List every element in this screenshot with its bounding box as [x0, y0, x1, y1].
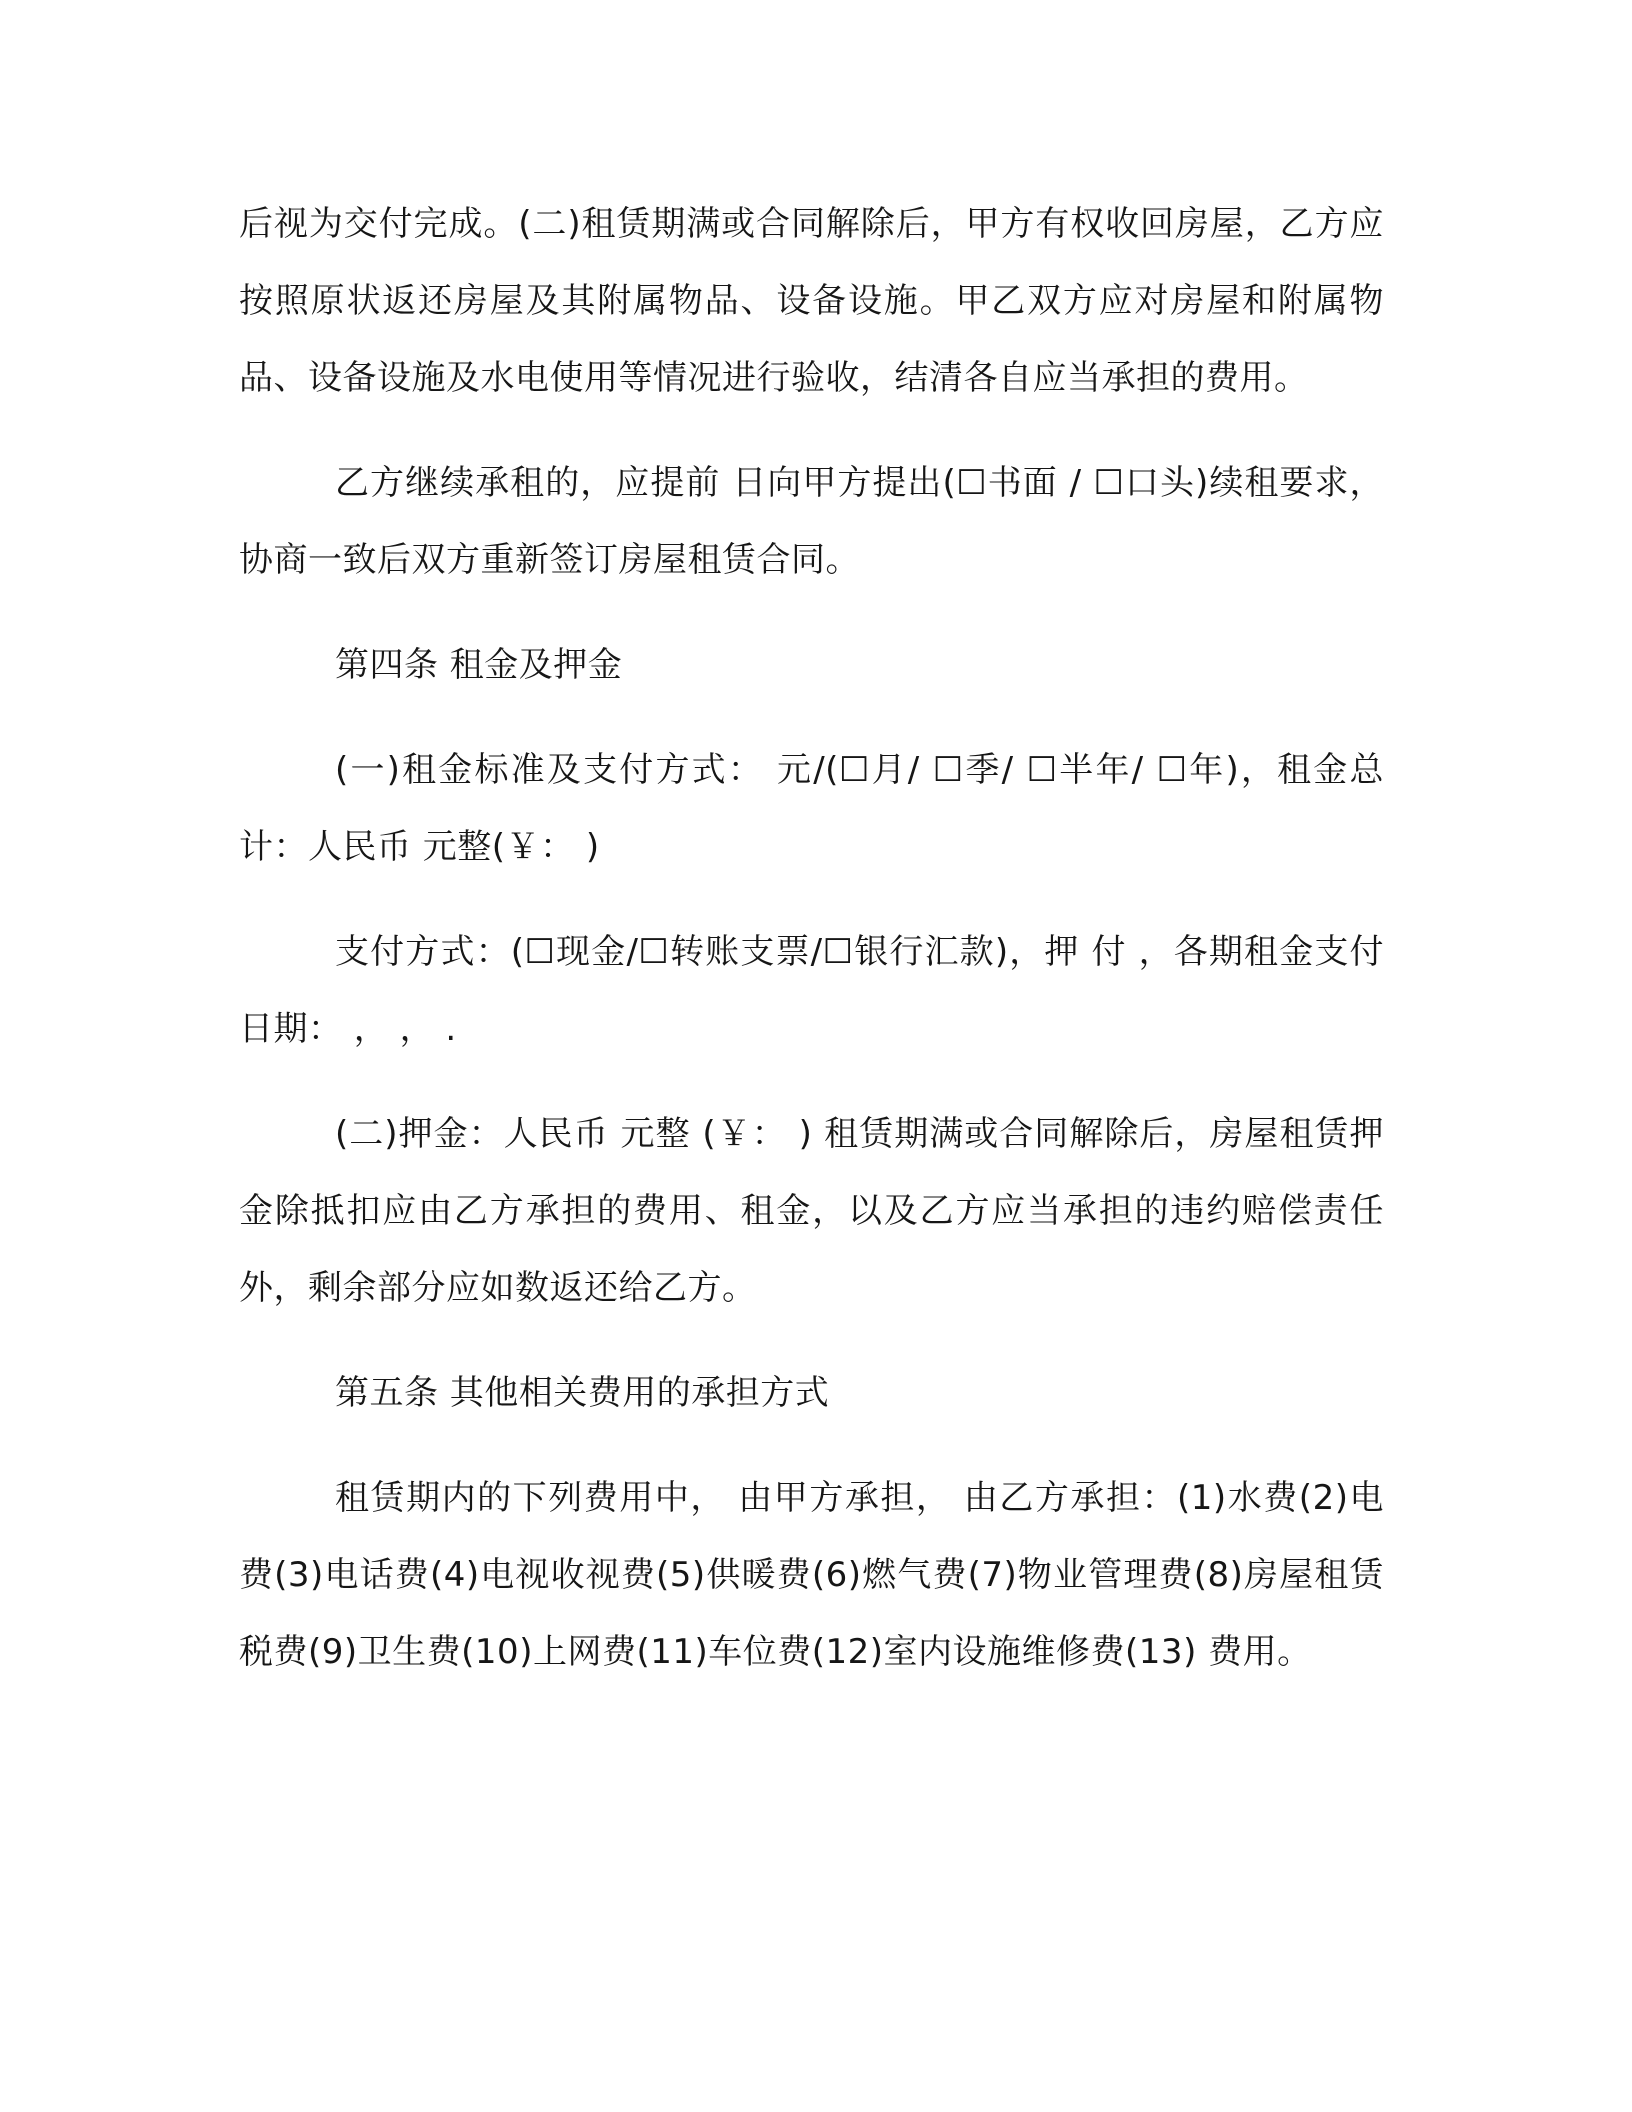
paragraph-other-fees: 租赁期内的下列费用中， 由甲方承担， 由乙方承担：(1)水费(2)电费(3)电话费(4)电视收视费(5)供暖费(6)燃气费(7)物业管理费(8)房屋租赁税费(9)卫生费(10)上网费(11)车位费(12)室内设施维修费(13) 费用。: [239, 1478, 1384, 1672]
article-4-heading: 第四条 租金及押金: [335, 645, 623, 685]
document-body: [239, 186, 1384, 1719]
paragraph-lease-renewal: 乙方继续承租的，应提前 日向甲方提出(☐书面 / ☐口头)续租要求，协商一致后双方重新签订房屋租赁合同。: [239, 463, 1384, 580]
paragraph-payment-method: 支付方式：(☐现金/☐转账支票/☐银行汇款)，押 付 ，各期租金支付日期： ， ， .: [239, 932, 1384, 1049]
paragraph-return-of-premises: 后视为交付完成。(二)租赁期满或合同解除后，甲方有权收回房屋，乙方应按照原状返还房屋及其附属物品、设备设施。甲乙双方应对房屋和附属物品、设备设施及水电使用等情况进行验收，结清各自应当承担的费用。: [239, 204, 1384, 398]
article-5-heading: 第五条 其他相关费用的承担方式: [335, 1373, 830, 1413]
paragraph-deposit: (二)押金：人民币 元整 (￥： ) 租赁期满或合同解除后，房屋租赁押金除抵扣应由乙方承担的费用、租金，以及乙方应当承担的违约赔偿责任外，剩余部分应如数返还给乙方。: [239, 1114, 1384, 1308]
paragraph-rent-standard: (一)租金标准及支付方式： 元/(☐月/ ☐季/ ☐半年/ ☐年)，租金总计：人民币 元整(￥： ): [239, 750, 1384, 867]
